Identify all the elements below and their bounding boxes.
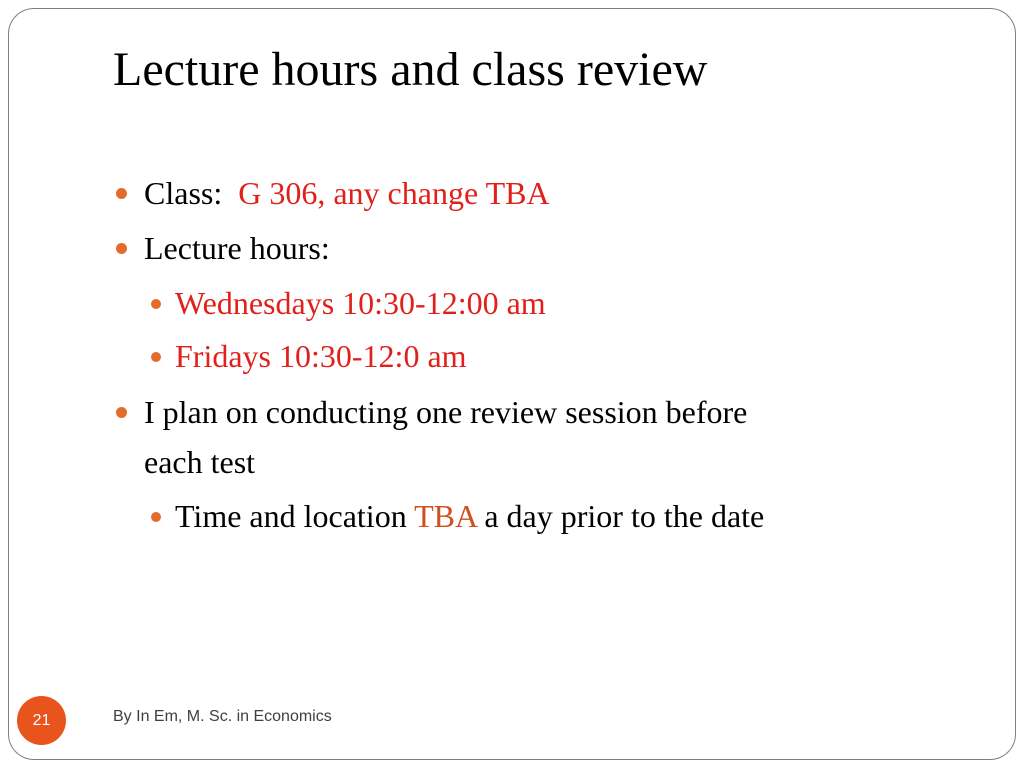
sub-bullet-dot-icon — [151, 512, 161, 522]
fridays-text: Fridays 10:30-12:0 am — [175, 338, 467, 374]
review-session-text-line1: I plan on conducting one review session before — [144, 394, 748, 430]
bullet-item-lecture-hours — [116, 223, 330, 273]
review-session-text-line2: each test — [144, 444, 256, 480]
page-number-badge: 21 — [17, 696, 66, 745]
slide-title: Lecture hours and class review — [113, 43, 708, 96]
class-value: G 306, any change TBA — [238, 175, 550, 211]
sub-bullet-item-fridays — [151, 331, 467, 381]
class-label: Class: — [144, 175, 239, 211]
bullet-item-class — [116, 168, 550, 218]
bullet-dot-icon — [116, 407, 127, 418]
bullet-item-review-session — [116, 387, 747, 437]
time-location-suffix: a day prior to the date — [476, 498, 765, 534]
bullet-dot-icon — [116, 243, 127, 254]
bullet-dot-icon — [116, 188, 127, 199]
time-location-tba: TBA — [414, 498, 477, 534]
lecture-hours-label: Lecture hours: — [144, 230, 330, 266]
wednesdays-text: Wednesdays 10:30-12:00 am — [175, 285, 546, 321]
footer-author: By In Em, M. Sc. in Economics — [113, 708, 332, 725]
sub-bullet-dot-icon — [151, 299, 161, 309]
sub-bullet-item-wednesdays — [151, 278, 546, 328]
sub-bullet-item-time-location — [151, 491, 764, 541]
sub-bullet-dot-icon — [151, 352, 161, 362]
time-location-prefix: Time and location — [175, 498, 415, 534]
